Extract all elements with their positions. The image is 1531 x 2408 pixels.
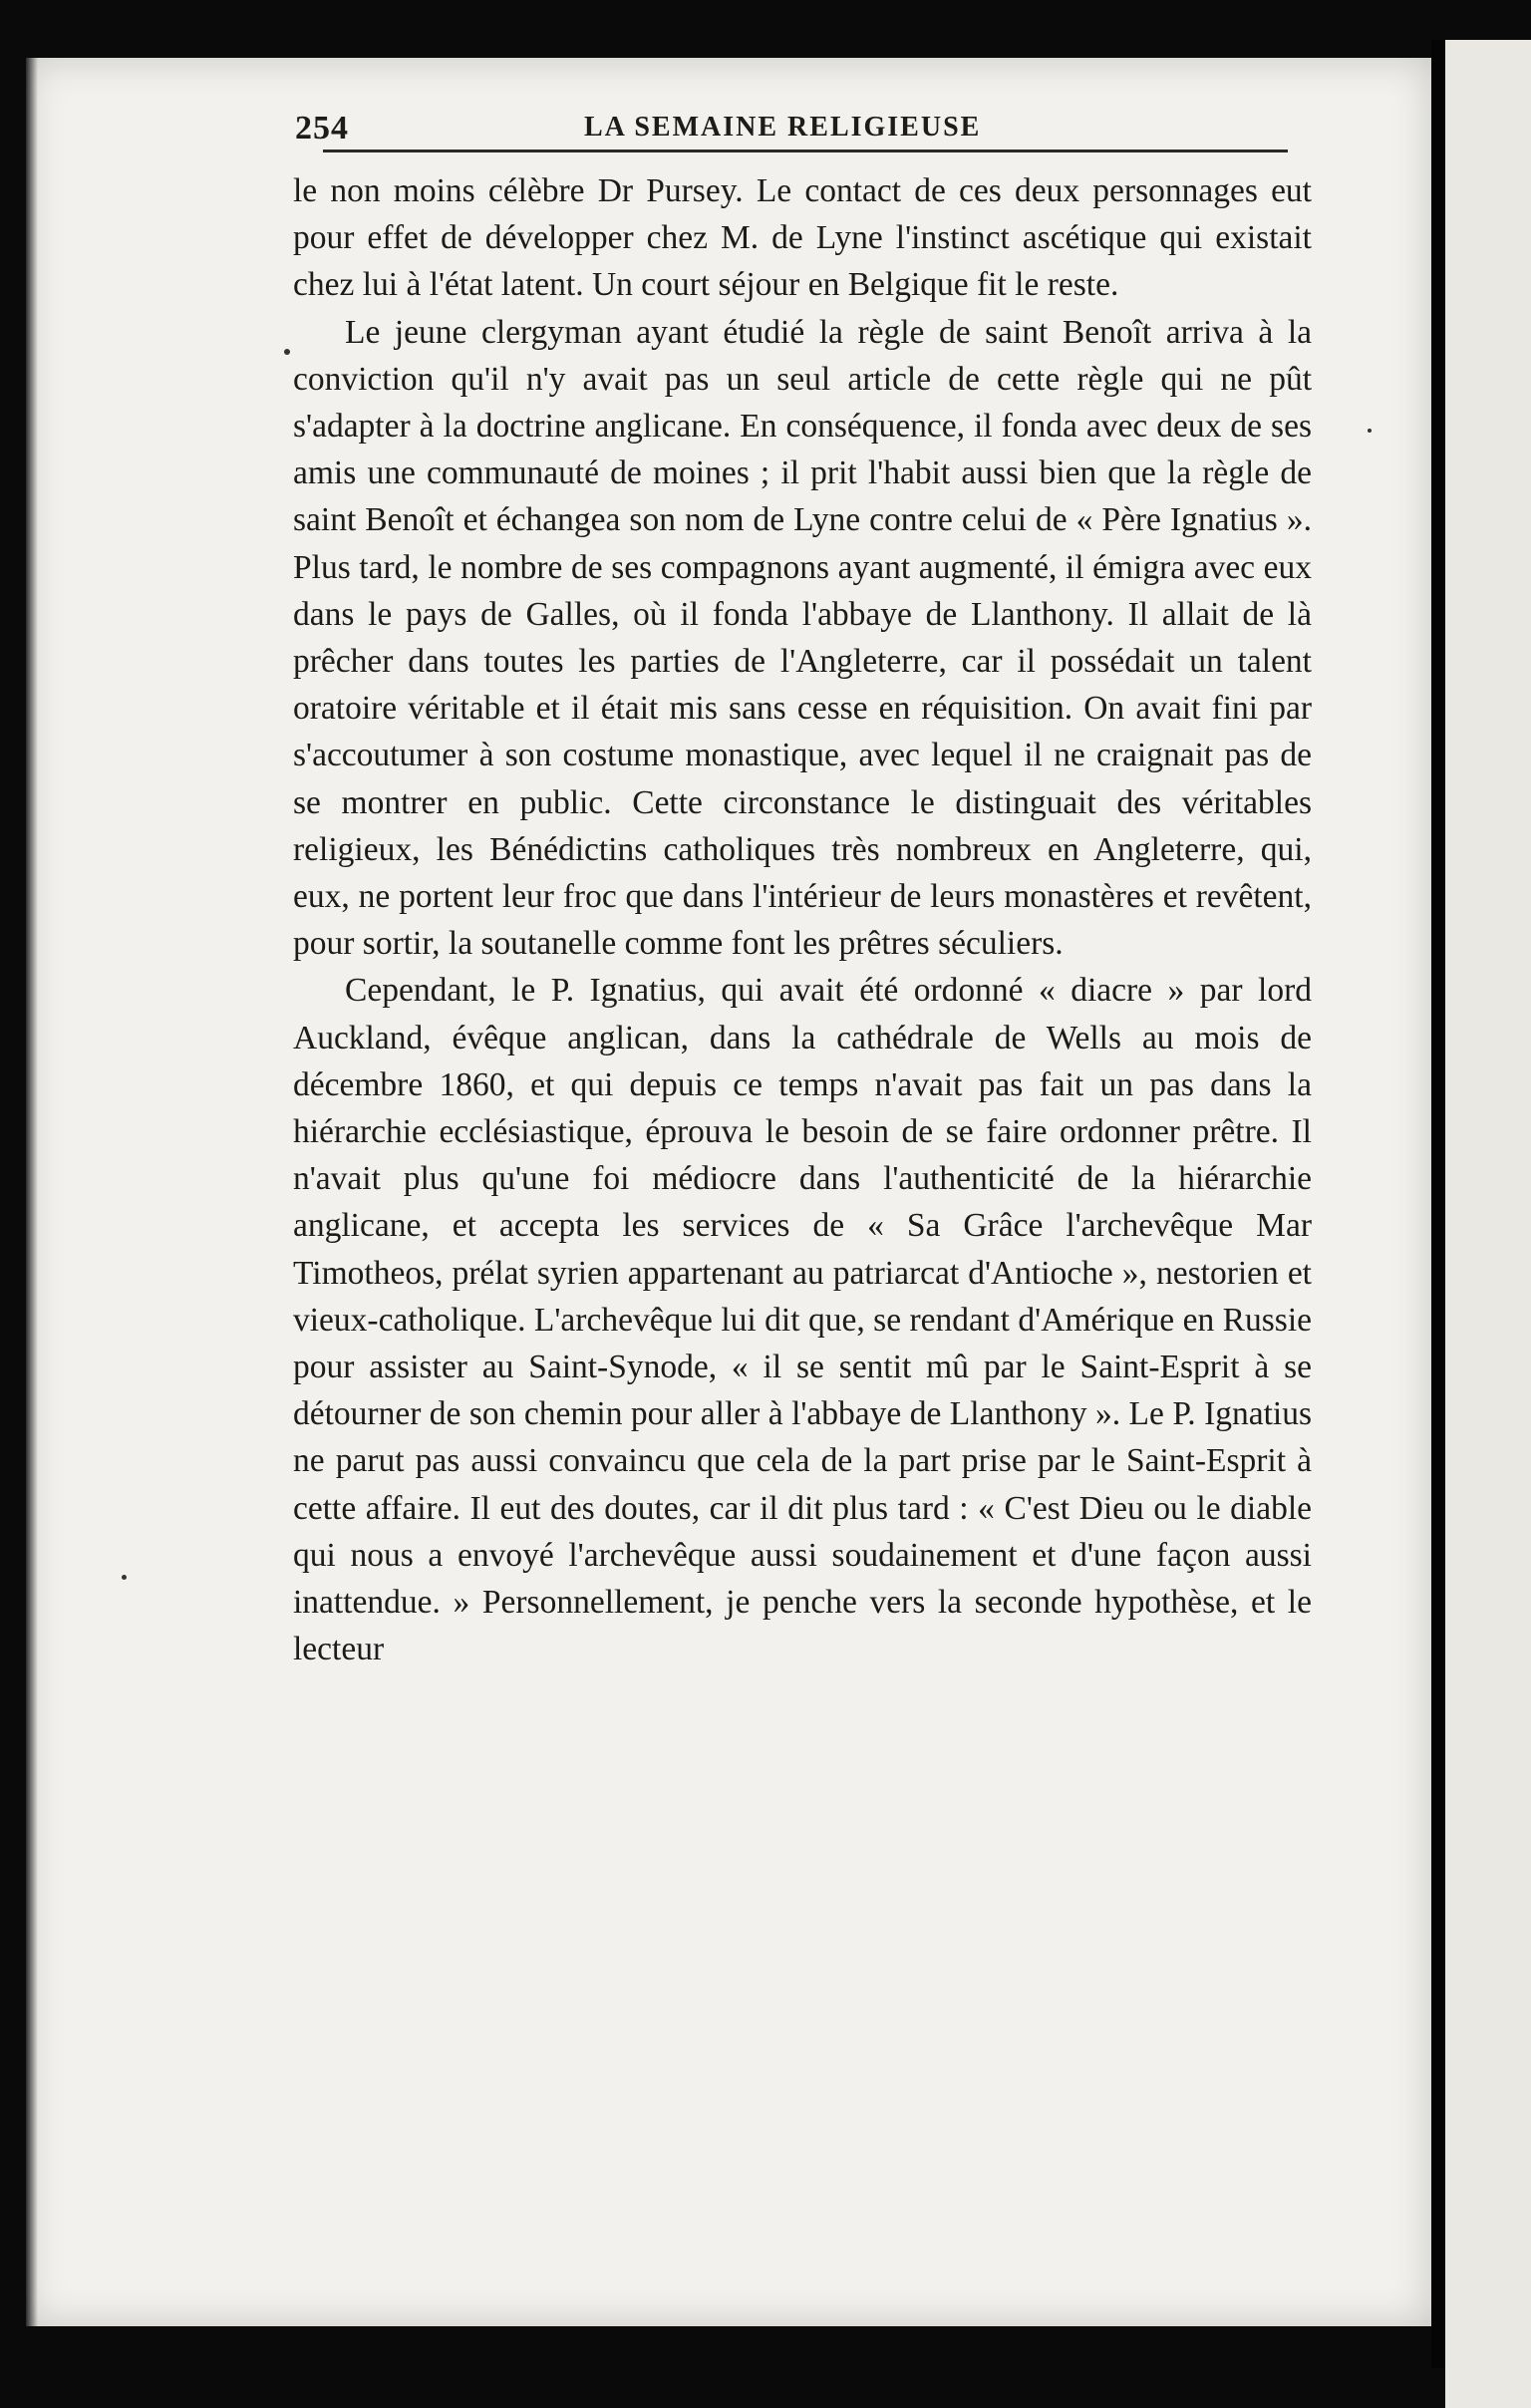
body-text <box>293 167 1312 1673</box>
page-gutter <box>1431 40 1445 2368</box>
scan-speck <box>122 1575 127 1580</box>
paragraph-1: le non moins célèbre Dr Pursey. Le contact de ces deux personnages eut pour effet de développer chez M. de Lyne l'instinct ascétique qui existait chez lui à l'état latent. Un court séjour en Belgique fit le reste. <box>293 172 1312 304</box>
adjacent-page-edge <box>1445 40 1531 2408</box>
header-rule <box>323 150 1288 152</box>
journal-title: LA SEMAINE RELIGIEUSE <box>584 112 982 143</box>
paragraph-3: Cependant, le P. Ignatius, qui avait été ordonné « diacre » par lord Auckland, évêque anglican, dans la cathédrale de Wells au mois de décembre 1860, et qui depuis ce temps n'avait pas fait un pas dans la hiérarchie ecclésiastique, éprouva le besoin de se faire ordonner prêtre. Il n'avait plus qu'une foi médiocre dans l'authenticité de la hiérarchie anglicane, et accepta les services de « Sa Grâce l'archevêque Mar Timotheos, prélat syrien appartenant au patriarcat d'Antioche », nestorien et vieux-catholique. L'archevêque lui dit que, se rendant d'Amérique en Russie pour assister au Saint-Synode, « il se sentit mû par le Saint-Esprit à se détourner de son chemin pour aller à l'abbaye de Llanthony ». Le P. Ignatius ne parut pas aussi convaincu que cela de la part prise par le Saint-Esprit à cette affaire. Il eut des doutes, car il dit plus tard : « C'est Dieu ou le diable qui nous a envoyé l'archevêque aussi soudainement et d'une façon aussi inattendue. » Personnellement, je penche vers la seconde hypothèse, et le lecteur <box>293 972 1312 1668</box>
scan-speck <box>1368 429 1372 433</box>
page-binding-shadow <box>26 58 38 2326</box>
page-number: 254 <box>295 110 349 147</box>
paragraph-2: Le jeune clergyman ayant étudié la règle de saint Benoît arriva à la conviction qu'il n'y avait pas un seul article de cette règle qui ne pût s'adapter à la doctrine anglicane. En conséquence, il fonda avec deux de ses amis une communauté de moines ; il prit l'habit aussi bien que la règle de saint Benoît et échangea son nom de Lyne contre celui de « Père Ignatius ». Plus tard, le nombre de ses compagnons ayant augmenté, il émigra avec eux dans le pays de Galles, où il fonda l'abbaye de Llanthony. Il allait de là prêcher dans toutes les parties de l'Angleterre, car il possédait un talent oratoire véritable et il était mis sans cesse en réquisition. On avait fini par s'accoutumer à son costume monastique, avec lequel il ne craignait pas de se montrer en public. Cette circonstance le distinguait des véritables religieux, les Bénédictins catholiques très nombreux en Angleterre, qui, eux, ne portent leur froc que dans l'intérieur de leurs monastères et revêtent, pour sortir, la soutanelle comme font les prêtres séculiers. <box>293 313 1312 963</box>
scan-speck <box>284 349 290 355</box>
